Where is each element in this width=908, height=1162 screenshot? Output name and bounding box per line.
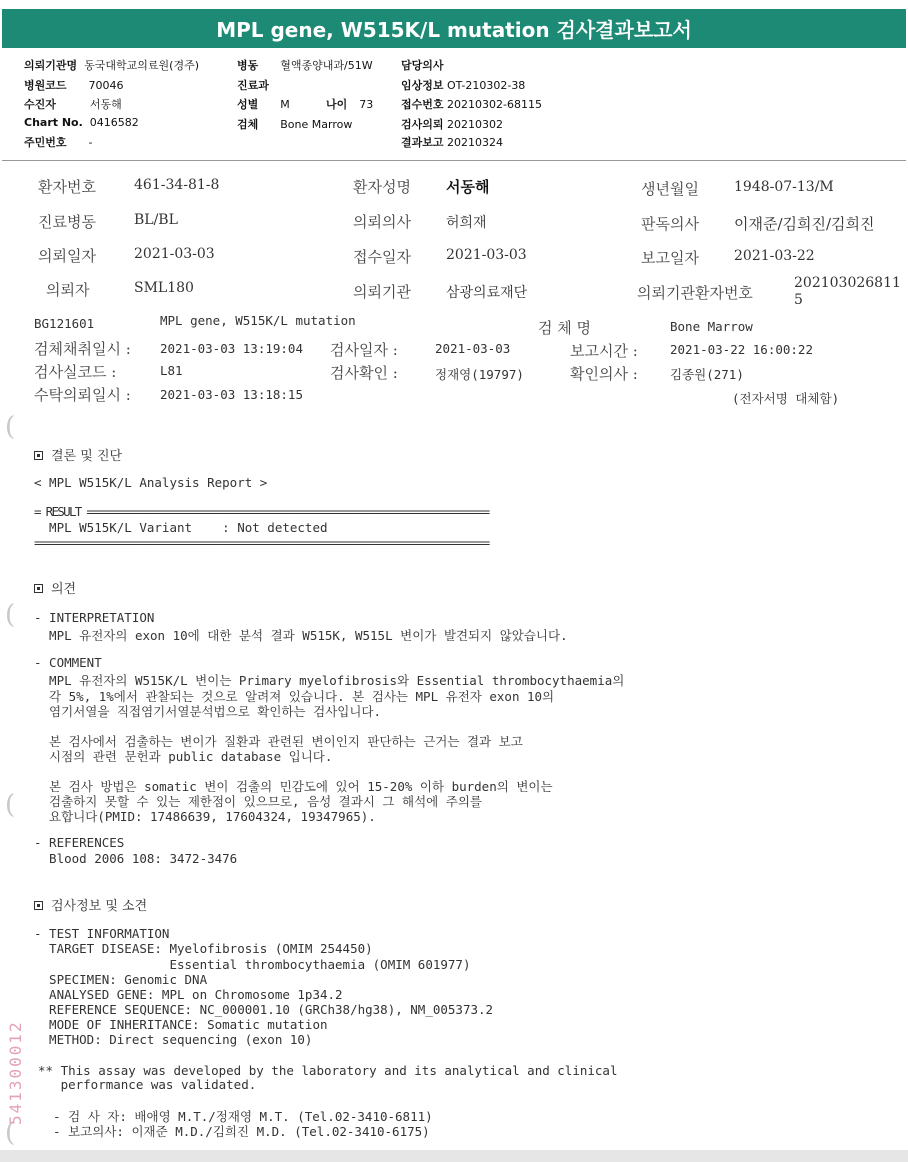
header-clinical-info: 임상정보 OT-210302-38 [401, 79, 526, 92]
header-specimen: 검체 Bone Marrow [237, 118, 353, 131]
requesting-org-label: 의뢰기관 [353, 283, 411, 301]
request-date-label: 의뢰일자 [38, 247, 96, 265]
header-department: 진료과 [237, 79, 269, 92]
confirm-doctor-value: 김종원(271) [670, 367, 744, 382]
interpretation-heading: - INTERPRETATION [34, 610, 155, 625]
report-time-value: 2021-03-22 16:00:22 [670, 342, 813, 357]
esign-note: (전자서명 대체함) [732, 391, 840, 406]
test-name: MPL gene, W515K/L mutation [160, 313, 356, 328]
target-disease: TARGET DISEASE: Myelofibrosis (OMIM 254450) [34, 941, 373, 956]
validation-note: ** This assay was developed by the laboratory and its analytical and clinical [38, 1063, 618, 1078]
confirm-doctor-label: 확인의사 : [570, 365, 638, 383]
patient-name-value: 서동해 [446, 178, 490, 196]
reading-doctor-label: 판독의사 [641, 215, 699, 233]
requesting-org-value: 삼광의료재단 [446, 285, 528, 301]
receipt-date-value: 2021-03-03 [446, 247, 527, 263]
test-date-value: 2021-03-03 [435, 341, 511, 356]
consign-label: 수탁의뢰일시 : [34, 386, 131, 404]
request-date-value: 2021-03-03 [134, 246, 215, 262]
header-resident-no: 주민번호 - [24, 136, 93, 149]
header-chart-no: Chart No. 0416582 [24, 116, 139, 129]
analysis-report-title: < MPL W515K/L Analysis Report > [34, 475, 268, 490]
header-age: 나이 73 [326, 98, 374, 111]
comment-line: 염기서열을 직접염기서열분석법으로 확인하는 검사입니다. [34, 704, 382, 719]
test-method: METHOD: Direct sequencing (exon 10) [34, 1032, 313, 1047]
document-stamp: 541300012 [6, 1020, 25, 1125]
header-receipt-no: 접수번호 20210302-68115 [401, 98, 542, 111]
report-time-label: 보고시간 : [570, 342, 638, 360]
test-confirm-value: 정재영(19797) [435, 367, 524, 382]
birthdate-value: 1948-07-13/M [734, 179, 834, 195]
test-information-heading: - TEST INFORMATION [34, 926, 170, 941]
binder-mark: ( [5, 790, 16, 820]
header-doctor: 담당의사 [401, 59, 444, 72]
receipt-date-label: 접수일자 [353, 248, 411, 266]
specimen-info: SPECIMEN: Genomic DNA [34, 972, 208, 987]
validation-note-cont: performance was validated. [38, 1077, 257, 1092]
square-bullet-icon [34, 584, 43, 593]
opinion-heading: 의견 [34, 578, 76, 597]
target-disease-cont: Essential thrombocythaemia (OMIM 601977) [34, 957, 471, 972]
report-date-label: 보고일자 [641, 249, 699, 267]
reporting-doctor-info: - 보고의사: 이재준 M.D./김희진 M.D. (Tel.02-3410-6175) [38, 1124, 430, 1139]
org-patient-no-value: 202103026811 [794, 275, 901, 291]
requester-label: 의뢰자 [46, 281, 90, 299]
result-variant: MPL W515K/L Variant : Not detected [34, 520, 328, 535]
header-ward: 병동 혈액종양내과/51W [237, 59, 373, 72]
header-request-date: 검사의뢰 20210302 [401, 118, 504, 131]
test-confirm-label: 검사확인 : [330, 364, 398, 382]
report-title: MPL gene, W515K/L mutation 검사결과보고서 [2, 9, 906, 48]
comment-line: 시점의 관련 문헌과 public database 입니다. [34, 749, 333, 764]
header-sex: 성별 M [237, 98, 290, 111]
binder-mark: ( [5, 1118, 16, 1148]
header-hospital-code: 병원코드 70046 [24, 79, 124, 92]
header-institution: 의뢰기관명 동국대학교의료원(경주) [24, 59, 199, 72]
binder-mark: ( [5, 412, 16, 442]
result-divider-bottom: ============================================================================== [34, 535, 489, 550]
specimen-label: 검 체 명 [538, 319, 592, 337]
binder-mark: ( [5, 600, 16, 630]
ordering-doctor-value: 허희재 [446, 215, 487, 231]
reference-item: Blood 2006 108: 3472-3476 [34, 851, 238, 866]
square-bullet-icon [34, 451, 43, 460]
requester-value: SML180 [134, 280, 194, 296]
specimen-value: Bone Marrow [670, 319, 753, 334]
ward-value: BL/BL [134, 212, 178, 228]
birthdate-label: 생년월일 [641, 180, 699, 198]
comment-line: 각 5%, 1%에서 관찰되는 것으로 알려져 있습니다. 본 검사는 MPL 유전자 exon 10의 [34, 689, 555, 704]
conclusion-heading: 결론 및 진단 [34, 445, 122, 464]
patient-name-label: 환자성명 [353, 178, 411, 196]
collect-label: 검체채취일시 : [34, 340, 131, 358]
header-divider [2, 160, 906, 161]
comment-line: 요합니다(PMID: 17486639, 17604324, 19347965). [34, 809, 376, 824]
ward-label: 진료병동 [38, 213, 96, 231]
tester-info: - 검 사 자: 배애영 M.T./정재영 M.T. (Tel.02-3410-6811) [38, 1109, 433, 1124]
patient-no-value: 461-34-81-8 [134, 177, 220, 193]
comment-line: 검출하지 못할 수 있는 제한점이 있으므로, 음성 결과시 그 해석에 주의를 [34, 794, 483, 809]
inheritance-mode: MODE OF INHERITANCE: Somatic mutation [34, 1017, 328, 1032]
test-date-label: 검사일자 : [330, 341, 398, 359]
reading-doctor-value: 이재준/김희진/김희진 [734, 215, 875, 233]
ordering-doctor-label: 의뢰의사 [353, 213, 411, 231]
result-divider-top: = RESULT ===================================================================== [34, 504, 489, 519]
comment-heading: - COMMENT [34, 655, 102, 670]
comment-line: MPL 유전자의 W515K/L 변이는 Primary myelofibrosis와 Essential thrombocythaemia의 [34, 673, 625, 688]
collect-value: 2021-03-03 13:19:04 [160, 341, 303, 356]
square-bullet-icon [34, 901, 43, 910]
comment-line: 본 검사에서 검출하는 변이가 질환과 관련된 변이인지 판단하는 근거는 결과 보고 [34, 734, 523, 749]
org-patient-no-value-cont: 5 [794, 292, 803, 308]
org-patient-no-label: 의뢰기관환자번호 [637, 284, 753, 302]
consign-value: 2021-03-03 13:18:15 [160, 387, 303, 402]
patient-no-label: 환자번호 [38, 178, 96, 196]
header-patient-name: 수진자 서동해 [24, 98, 122, 111]
lab-code-value: L81 [160, 363, 183, 378]
test-code: BG121601 [34, 316, 95, 331]
analysed-gene: ANALYSED GENE: MPL on Chromosome 1p34.2 [34, 987, 343, 1002]
header-report-date: 결과보고 20210324 [401, 136, 504, 149]
reference-sequence: REFERENCE SEQUENCE: NC_000001.10 (GRCh38/hg38), NM_005373.2 [34, 1002, 494, 1017]
lab-code-label: 검사실코드 : [34, 363, 117, 381]
test-info-heading: 검사정보 및 소견 [34, 895, 147, 914]
bottom-margin [0, 1150, 908, 1162]
report-date-value: 2021-03-22 [734, 248, 815, 264]
interpretation-text: MPL 유전자의 exon 10에 대한 분석 결과 W515K, W515L 변이가 발견되지 않았습니다. [34, 628, 568, 643]
comment-line: 본 검사 방법은 somatic 변이 검출의 민감도에 있어 15-20% 이하 burden의 변이는 [34, 779, 553, 794]
references-heading: - REFERENCES [34, 835, 125, 850]
